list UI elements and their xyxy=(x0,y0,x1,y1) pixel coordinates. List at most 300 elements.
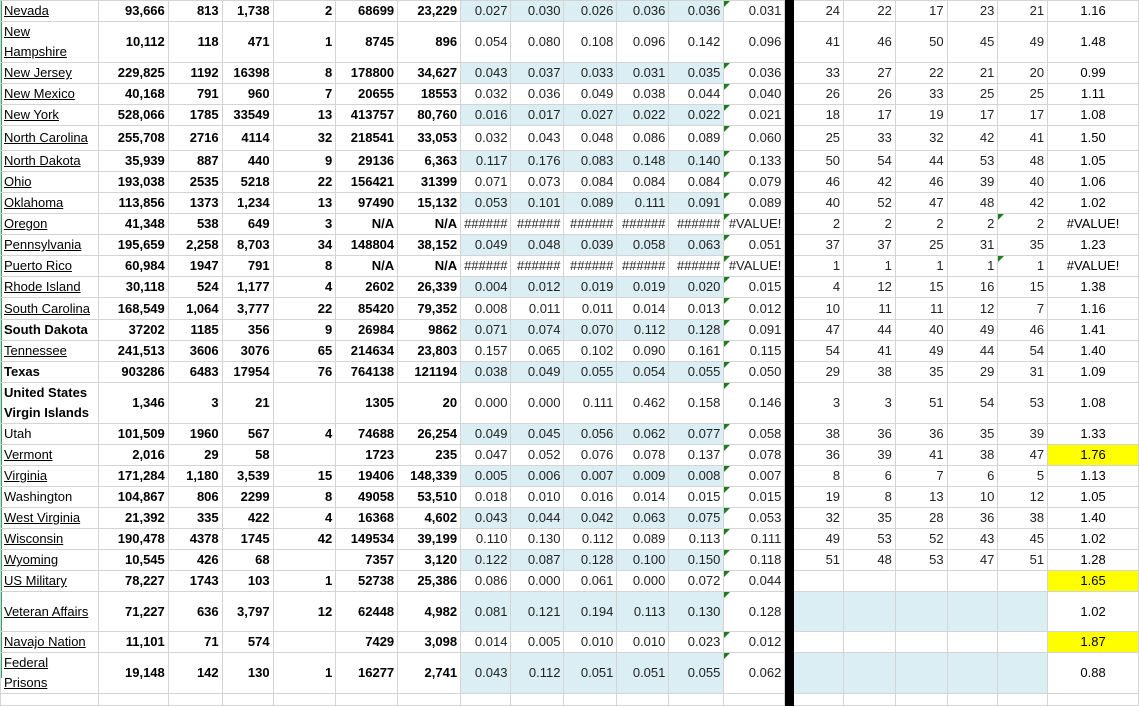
cell-rank-5[interactable] xyxy=(998,632,1048,653)
cell-c3[interactable]: 791 xyxy=(222,256,273,277)
empty-cell[interactable] xyxy=(669,694,724,706)
cell-name[interactable] xyxy=(1,508,99,529)
cell-rank-3[interactable]: 7 xyxy=(895,466,947,487)
cell-c1[interactable]: 35,939 xyxy=(98,151,168,172)
cell-c6[interactable]: 3,120 xyxy=(398,550,461,571)
cell-c6[interactable]: 18553 xyxy=(398,84,461,105)
entity-name[interactable]: West Virginia xyxy=(4,510,81,525)
cell-rank-1[interactable] xyxy=(794,653,844,694)
cell-rank-1[interactable]: 54 xyxy=(794,341,844,362)
cell-rank-4[interactable]: 25 xyxy=(947,84,998,105)
cell-c4[interactable]: 12 xyxy=(273,592,336,632)
cell-rank-2[interactable]: 12 xyxy=(844,277,896,298)
cell-c5[interactable]: 178800 xyxy=(336,63,398,84)
cell-ratio[interactable]: 1.41 xyxy=(1048,320,1139,341)
cell-rank-1[interactable]: 40 xyxy=(794,193,844,214)
cell-c2[interactable]: 636 xyxy=(168,592,222,632)
cell-rank-5[interactable]: 47 xyxy=(998,445,1048,466)
cell-name[interactable] xyxy=(1,151,99,172)
cell-ratio[interactable]: 1.16 xyxy=(1048,1,1139,22)
cell-ratio[interactable]: 1.87 xyxy=(1048,632,1139,653)
cell-rate-average[interactable]: 0.031 xyxy=(724,1,785,22)
cell-rate-5[interactable]: 0.142 xyxy=(669,22,724,63)
cell-rate-3[interactable]: 0.051 xyxy=(564,653,617,694)
empty-cell[interactable] xyxy=(222,694,273,706)
cell-c6[interactable]: 148,339 xyxy=(398,466,461,487)
cell-ratio[interactable]: #VALUE! xyxy=(1048,256,1139,277)
cell-rank-1[interactable]: 2 xyxy=(794,214,844,235)
cell-rate-3[interactable]: 0.076 xyxy=(564,445,617,466)
cell-c3[interactable]: 422 xyxy=(222,508,273,529)
cell-c1[interactable]: 10,545 xyxy=(98,550,168,571)
empty-cell[interactable] xyxy=(564,694,617,706)
cell-rate-average[interactable]: 0.044 xyxy=(724,571,785,592)
cell-rate-average[interactable]: 0.079 xyxy=(724,172,785,193)
cell-rate-5[interactable]: 0.015 xyxy=(669,487,724,508)
cell-rate-average[interactable]: 0.111 xyxy=(724,529,785,550)
cell-name[interactable] xyxy=(1,550,99,571)
cell-rate-4[interactable]: 0.090 xyxy=(617,341,669,362)
cell-rate-4[interactable]: 0.019 xyxy=(617,277,669,298)
cell-rank-2[interactable] xyxy=(844,653,896,694)
cell-c1[interactable]: 60,984 xyxy=(98,256,168,277)
empty-cell[interactable] xyxy=(98,694,168,706)
cell-c1[interactable]: 903286 xyxy=(98,362,168,383)
cell-rank-2[interactable]: 22 xyxy=(844,1,896,22)
cell-rank-3[interactable]: 25 xyxy=(895,235,947,256)
cell-name[interactable] xyxy=(1,529,99,550)
cell-c5[interactable]: 2602 xyxy=(336,277,398,298)
cell-rate-4[interactable]: 0.022 xyxy=(617,105,669,126)
cell-rate-3[interactable]: 0.194 xyxy=(564,592,617,632)
cell-rank-2[interactable]: 3 xyxy=(844,383,896,424)
cell-c2[interactable]: 1960 xyxy=(168,424,222,445)
cell-rate-2[interactable]: 0.101 xyxy=(511,193,564,214)
cell-rank-2[interactable]: 36 xyxy=(844,424,896,445)
cell-rate-1[interactable]: 0.047 xyxy=(461,445,511,466)
cell-rank-3[interactable]: 47 xyxy=(895,193,947,214)
cell-rate-3[interactable]: 0.089 xyxy=(564,193,617,214)
cell-name[interactable] xyxy=(1,193,99,214)
cell-rank-4[interactable] xyxy=(947,632,998,653)
cell-rate-5[interactable]: 0.035 xyxy=(669,63,724,84)
cell-rate-2[interactable]: 0.037 xyxy=(511,63,564,84)
cell-rank-1[interactable]: 24 xyxy=(794,1,844,22)
cell-rank-4[interactable]: 44 xyxy=(947,341,998,362)
cell-rank-2[interactable]: 8 xyxy=(844,487,896,508)
entity-name[interactable]: Oklahoma xyxy=(4,195,64,210)
cell-rate-1[interactable]: 0.117 xyxy=(461,151,511,172)
cell-rate-4[interactable]: 0.111 xyxy=(617,193,669,214)
cell-c6[interactable]: 121194 xyxy=(398,362,461,383)
cell-rate-2[interactable]: 0.130 xyxy=(511,529,564,550)
cell-c5[interactable]: 26984 xyxy=(336,320,398,341)
cell-rank-4[interactable]: 16 xyxy=(947,277,998,298)
empty-cell[interactable] xyxy=(398,694,461,706)
cell-rate-4[interactable]: 0.100 xyxy=(617,550,669,571)
cell-rate-4[interactable]: 0.096 xyxy=(617,22,669,63)
cell-rank-3[interactable]: 32 xyxy=(895,126,947,151)
cell-c5[interactable]: 214634 xyxy=(336,341,398,362)
cell-rate-average[interactable]: 0.012 xyxy=(724,298,785,320)
cell-c1[interactable]: 30,118 xyxy=(98,277,168,298)
cell-c5[interactable]: 68699 xyxy=(336,1,398,22)
cell-c6[interactable]: 9862 xyxy=(398,320,461,341)
cell-rate-2[interactable]: 0.052 xyxy=(511,445,564,466)
cell-rank-2[interactable]: 35 xyxy=(844,508,896,529)
cell-name[interactable] xyxy=(1,571,99,592)
cell-rate-2[interactable]: 0.043 xyxy=(511,126,564,151)
empty-cell[interactable] xyxy=(844,694,896,706)
cell-rate-1[interactable]: 0.110 xyxy=(461,529,511,550)
cell-c4[interactable]: 1 xyxy=(273,653,336,694)
cell-c5[interactable]: 74688 xyxy=(336,424,398,445)
entity-name[interactable]: Washington xyxy=(4,489,73,504)
cell-c4[interactable] xyxy=(273,632,336,653)
cell-rate-2[interactable]: 0.036 xyxy=(511,84,564,105)
cell-rank-4[interactable]: 10 xyxy=(947,487,998,508)
cell-rate-2[interactable]: 0.112 xyxy=(511,653,564,694)
cell-rank-4[interactable]: 47 xyxy=(947,550,998,571)
cell-c3[interactable]: 2299 xyxy=(222,487,273,508)
cell-rate-average[interactable]: 0.115 xyxy=(724,341,785,362)
cell-c2[interactable]: 1947 xyxy=(168,256,222,277)
cell-ratio[interactable]: 1.06 xyxy=(1048,172,1139,193)
cell-c1[interactable]: 113,856 xyxy=(98,193,168,214)
cell-rate-average[interactable]: #VALUE! xyxy=(724,214,785,235)
cell-rate-average[interactable]: 0.015 xyxy=(724,487,785,508)
cell-c1[interactable]: 168,549 xyxy=(98,298,168,320)
cell-rank-4[interactable]: 39 xyxy=(947,172,998,193)
cell-rank-2[interactable]: 33 xyxy=(844,126,896,151)
cell-rate-1[interactable]: ###### xyxy=(461,214,511,235)
entity-name[interactable]: Rhode Island xyxy=(4,279,81,294)
cell-c2[interactable]: 71 xyxy=(168,632,222,653)
cell-rate-5[interactable]: 0.072 xyxy=(669,571,724,592)
cell-rate-average[interactable]: #VALUE! xyxy=(724,256,785,277)
entity-name[interactable]: Wisconsin xyxy=(4,531,64,546)
cell-rank-3[interactable]: 1 xyxy=(895,256,947,277)
cell-ratio[interactable]: 1.40 xyxy=(1048,341,1139,362)
empty-cell[interactable] xyxy=(336,694,398,706)
cell-rate-4[interactable]: 0.058 xyxy=(617,235,669,256)
cell-c3[interactable]: 574 xyxy=(222,632,273,653)
cell-c1[interactable]: 2,016 xyxy=(98,445,168,466)
empty-cell[interactable] xyxy=(724,694,785,706)
cell-rate-3[interactable]: 0.027 xyxy=(564,105,617,126)
cell-c3[interactable]: 58 xyxy=(222,445,273,466)
cell-c2[interactable]: 1,180 xyxy=(168,466,222,487)
cell-rate-2[interactable]: ###### xyxy=(511,256,564,277)
cell-rate-5[interactable]: 0.128 xyxy=(669,320,724,341)
cell-rank-4[interactable]: 36 xyxy=(947,508,998,529)
cell-rank-2[interactable]: 6 xyxy=(844,466,896,487)
cell-rate-2[interactable]: 0.000 xyxy=(511,571,564,592)
cell-rank-5[interactable]: 40 xyxy=(998,172,1048,193)
cell-rate-3[interactable]: 0.011 xyxy=(564,298,617,320)
cell-c2[interactable]: 2716 xyxy=(168,126,222,151)
cell-rank-4[interactable] xyxy=(947,653,998,694)
cell-c6[interactable]: 79,352 xyxy=(398,298,461,320)
cell-rate-4[interactable]: 0.084 xyxy=(617,172,669,193)
cell-rank-3[interactable]: 41 xyxy=(895,445,947,466)
cell-c6[interactable]: 2,741 xyxy=(398,653,461,694)
cell-rate-2[interactable]: 0.010 xyxy=(511,487,564,508)
cell-rate-5[interactable]: 0.022 xyxy=(669,105,724,126)
cell-rank-4[interactable] xyxy=(947,592,998,632)
cell-rank-3[interactable]: 17 xyxy=(895,1,947,22)
cell-ratio[interactable]: 0.99 xyxy=(1048,63,1139,84)
cell-c4[interactable]: 8 xyxy=(273,63,336,84)
cell-ratio[interactable]: 1.16 xyxy=(1048,298,1139,320)
cell-c2[interactable]: 426 xyxy=(168,550,222,571)
cell-rate-average[interactable]: 0.091 xyxy=(724,320,785,341)
cell-rate-5[interactable]: 0.158 xyxy=(669,383,724,424)
cell-ratio[interactable]: 1.09 xyxy=(1048,362,1139,383)
cell-rate-3[interactable]: 0.108 xyxy=(564,22,617,63)
cell-c5[interactable]: N/A xyxy=(336,256,398,277)
cell-c5[interactable]: 413757 xyxy=(336,105,398,126)
cell-c3[interactable]: 1,234 xyxy=(222,193,273,214)
cell-rate-2[interactable]: 0.000 xyxy=(511,383,564,424)
cell-rank-1[interactable] xyxy=(794,632,844,653)
cell-rate-1[interactable]: 0.053 xyxy=(461,193,511,214)
entity-name[interactable]: Tennessee xyxy=(4,343,67,358)
entity-name[interactable]: Oregon xyxy=(4,216,48,231)
cell-rate-average[interactable]: 0.060 xyxy=(724,126,785,151)
cell-rate-2[interactable]: 0.044 xyxy=(511,508,564,529)
cell-c1[interactable]: 11,101 xyxy=(98,632,168,653)
empty-cell[interactable] xyxy=(168,694,222,706)
cell-c4[interactable]: 65 xyxy=(273,341,336,362)
cell-c1[interactable]: 78,227 xyxy=(98,571,168,592)
cell-rate-4[interactable]: ###### xyxy=(617,256,669,277)
cell-rank-3[interactable]: 52 xyxy=(895,529,947,550)
empty-cell[interactable] xyxy=(895,694,947,706)
cell-rate-5[interactable]: 0.130 xyxy=(669,592,724,632)
cell-c3[interactable]: 8,703 xyxy=(222,235,273,256)
cell-rate-4[interactable]: 0.000 xyxy=(617,571,669,592)
cell-name[interactable] xyxy=(1,22,99,63)
cell-rate-5[interactable]: 0.063 xyxy=(669,235,724,256)
cell-rate-1[interactable]: 0.043 xyxy=(461,653,511,694)
cell-name[interactable] xyxy=(1,383,99,424)
cell-c1[interactable]: 41,348 xyxy=(98,214,168,235)
cell-c2[interactable]: 142 xyxy=(168,653,222,694)
cell-rate-3[interactable]: 0.007 xyxy=(564,466,617,487)
cell-rate-average[interactable]: 0.036 xyxy=(724,63,785,84)
cell-c3[interactable]: 103 xyxy=(222,571,273,592)
cell-c6[interactable]: 38,152 xyxy=(398,235,461,256)
cell-rank-2[interactable]: 53 xyxy=(844,529,896,550)
entity-name[interactable]: North Carolina xyxy=(4,130,88,145)
cell-c4[interactable]: 13 xyxy=(273,105,336,126)
cell-rate-average[interactable]: 0.128 xyxy=(724,592,785,632)
cell-rate-5[interactable]: 0.140 xyxy=(669,151,724,172)
cell-rank-3[interactable]: 2 xyxy=(895,214,947,235)
cell-name[interactable] xyxy=(1,235,99,256)
cell-rank-2[interactable]: 2 xyxy=(844,214,896,235)
cell-rank-2[interactable] xyxy=(844,571,896,592)
cell-rate-5[interactable]: 0.055 xyxy=(669,653,724,694)
cell-c5[interactable]: 85420 xyxy=(336,298,398,320)
cell-rank-4[interactable]: 42 xyxy=(947,126,998,151)
cell-c2[interactable]: 813 xyxy=(168,1,222,22)
cell-c3[interactable]: 33549 xyxy=(222,105,273,126)
entity-name[interactable]: Nevada xyxy=(4,3,49,18)
entity-name[interactable]: Veteran Affairs xyxy=(4,603,89,619)
cell-rank-3[interactable]: 36 xyxy=(895,424,947,445)
cell-c6[interactable]: 896 xyxy=(398,22,461,63)
cell-c2[interactable]: 1785 xyxy=(168,105,222,126)
cell-rate-3[interactable]: 0.039 xyxy=(564,235,617,256)
cell-rate-3[interactable]: 0.033 xyxy=(564,63,617,84)
cell-rank-4[interactable]: 21 xyxy=(947,63,998,84)
cell-c1[interactable]: 1,346 xyxy=(98,383,168,424)
cell-c3[interactable]: 3,797 xyxy=(222,592,273,632)
cell-c6[interactable]: 23,803 xyxy=(398,341,461,362)
cell-rank-5[interactable]: 41 xyxy=(998,126,1048,151)
cell-c4[interactable]: 1 xyxy=(273,571,336,592)
cell-rank-1[interactable]: 49 xyxy=(794,529,844,550)
cell-rate-1[interactable]: 0.081 xyxy=(461,592,511,632)
cell-rank-1[interactable]: 3 xyxy=(794,383,844,424)
cell-c1[interactable]: 193,038 xyxy=(98,172,168,193)
cell-c1[interactable]: 37202 xyxy=(98,320,168,341)
cell-c6[interactable]: 80,760 xyxy=(398,105,461,126)
cell-rank-5[interactable]: 46 xyxy=(998,320,1048,341)
cell-c5[interactable]: 8745 xyxy=(336,22,398,63)
cell-c4[interactable] xyxy=(273,550,336,571)
cell-rate-average[interactable]: 0.015 xyxy=(724,277,785,298)
cell-rank-3[interactable] xyxy=(895,632,947,653)
cell-c2[interactable]: 791 xyxy=(168,84,222,105)
cell-name[interactable] xyxy=(1,487,99,508)
cell-c5[interactable]: 218541 xyxy=(336,126,398,151)
empty-cell[interactable] xyxy=(998,694,1048,706)
cell-rank-3[interactable]: 46 xyxy=(895,172,947,193)
cell-ratio[interactable]: 1.02 xyxy=(1048,592,1139,632)
cell-c2[interactable]: 4378 xyxy=(168,529,222,550)
cell-rank-4[interactable]: 43 xyxy=(947,529,998,550)
cell-rank-5[interactable]: 2 xyxy=(998,214,1048,235)
cell-rate-5[interactable]: 0.089 xyxy=(669,126,724,151)
cell-rate-4[interactable]: 0.014 xyxy=(617,487,669,508)
cell-c1[interactable]: 71,227 xyxy=(98,592,168,632)
cell-rate-1[interactable]: 0.005 xyxy=(461,466,511,487)
cell-rate-2[interactable]: 0.048 xyxy=(511,235,564,256)
cell-rank-5[interactable]: 49 xyxy=(998,22,1048,63)
cell-name[interactable] xyxy=(1,362,99,383)
cell-rate-1[interactable]: 0.000 xyxy=(461,383,511,424)
cell-rate-5[interactable]: ###### xyxy=(669,256,724,277)
cell-c2[interactable]: 2535 xyxy=(168,172,222,193)
cell-c4[interactable]: 7 xyxy=(273,84,336,105)
cell-rate-4[interactable]: 0.009 xyxy=(617,466,669,487)
cell-c1[interactable]: 10,112 xyxy=(98,22,168,63)
cell-name[interactable] xyxy=(1,172,99,193)
cell-c5[interactable]: 20655 xyxy=(336,84,398,105)
cell-c1[interactable]: 104,867 xyxy=(98,487,168,508)
entity-name[interactable]: Navajo Nation xyxy=(4,634,86,649)
entity-name[interactable]: Puerto Rico xyxy=(4,258,72,273)
cell-rank-2[interactable]: 27 xyxy=(844,63,896,84)
cell-rate-4[interactable]: 0.010 xyxy=(617,632,669,653)
entity-name[interactable]: Federal Prisons xyxy=(4,655,49,690)
cell-rank-4[interactable]: 17 xyxy=(947,105,998,126)
cell-rank-2[interactable]: 42 xyxy=(844,172,896,193)
cell-rank-2[interactable]: 44 xyxy=(844,320,896,341)
cell-c6[interactable]: 39,199 xyxy=(398,529,461,550)
cell-rate-1[interactable]: 0.032 xyxy=(461,84,511,105)
cell-rate-1[interactable]: 0.049 xyxy=(461,235,511,256)
cell-rank-2[interactable]: 17 xyxy=(844,105,896,126)
cell-rate-1[interactable]: 0.018 xyxy=(461,487,511,508)
cell-rate-3[interactable]: 0.056 xyxy=(564,424,617,445)
cell-c4[interactable] xyxy=(273,445,336,466)
cell-rate-3[interactable]: 0.049 xyxy=(564,84,617,105)
cell-rate-2[interactable]: ###### xyxy=(511,214,564,235)
cell-ratio[interactable]: 1.05 xyxy=(1048,487,1139,508)
cell-rank-1[interactable]: 47 xyxy=(794,320,844,341)
cell-rank-1[interactable]: 32 xyxy=(794,508,844,529)
cell-ratio[interactable]: 1.38 xyxy=(1048,277,1139,298)
entity-name[interactable]: New Hampshire xyxy=(4,24,67,59)
cell-c6[interactable]: 31399 xyxy=(398,172,461,193)
cell-rank-4[interactable]: 53 xyxy=(947,151,998,172)
cell-rank-5[interactable]: 5 xyxy=(998,466,1048,487)
empty-cell[interactable] xyxy=(794,694,844,706)
cell-rate-1[interactable]: 0.071 xyxy=(461,172,511,193)
cell-c3[interactable]: 17954 xyxy=(222,362,273,383)
cell-c5[interactable]: 52738 xyxy=(336,571,398,592)
cell-rank-3[interactable] xyxy=(895,571,947,592)
entity-name[interactable]: Vermont xyxy=(4,447,53,462)
cell-rate-5[interactable]: 0.020 xyxy=(669,277,724,298)
cell-c1[interactable]: 255,708 xyxy=(98,126,168,151)
cell-rate-2[interactable]: 0.087 xyxy=(511,550,564,571)
cell-rank-4[interactable]: 48 xyxy=(947,193,998,214)
cell-c5[interactable]: 764138 xyxy=(336,362,398,383)
entity-name[interactable]: US Military xyxy=(4,573,67,588)
cell-rank-4[interactable]: 54 xyxy=(947,383,998,424)
cell-c3[interactable]: 4114 xyxy=(222,126,273,151)
cell-c5[interactable]: 7429 xyxy=(336,632,398,653)
cell-rate-1[interactable]: 0.054 xyxy=(461,22,511,63)
cell-rank-4[interactable]: 6 xyxy=(947,466,998,487)
cell-c2[interactable]: 1373 xyxy=(168,193,222,214)
empty-cell[interactable] xyxy=(1048,694,1139,706)
cell-c4[interactable]: 42 xyxy=(273,529,336,550)
cell-rate-average[interactable]: 0.118 xyxy=(724,550,785,571)
cell-rank-1[interactable]: 33 xyxy=(794,63,844,84)
cell-c5[interactable]: N/A xyxy=(336,214,398,235)
cell-rank-1[interactable] xyxy=(794,571,844,592)
cell-ratio[interactable]: 1.23 xyxy=(1048,235,1139,256)
cell-c1[interactable]: 195,659 xyxy=(98,235,168,256)
cell-c3[interactable]: 16398 xyxy=(222,63,273,84)
cell-c4[interactable]: 8 xyxy=(273,487,336,508)
cell-rank-3[interactable]: 44 xyxy=(895,151,947,172)
cell-rate-1[interactable]: 0.032 xyxy=(461,126,511,151)
cell-ratio[interactable]: 1.65 xyxy=(1048,571,1139,592)
cell-rank-2[interactable]: 26 xyxy=(844,84,896,105)
cell-rank-5[interactable]: 20 xyxy=(998,63,1048,84)
cell-rate-2[interactable]: 0.006 xyxy=(511,466,564,487)
cell-rank-2[interactable] xyxy=(844,592,896,632)
cell-rate-3[interactable]: 0.111 xyxy=(564,383,617,424)
cell-c2[interactable]: 1185 xyxy=(168,320,222,341)
